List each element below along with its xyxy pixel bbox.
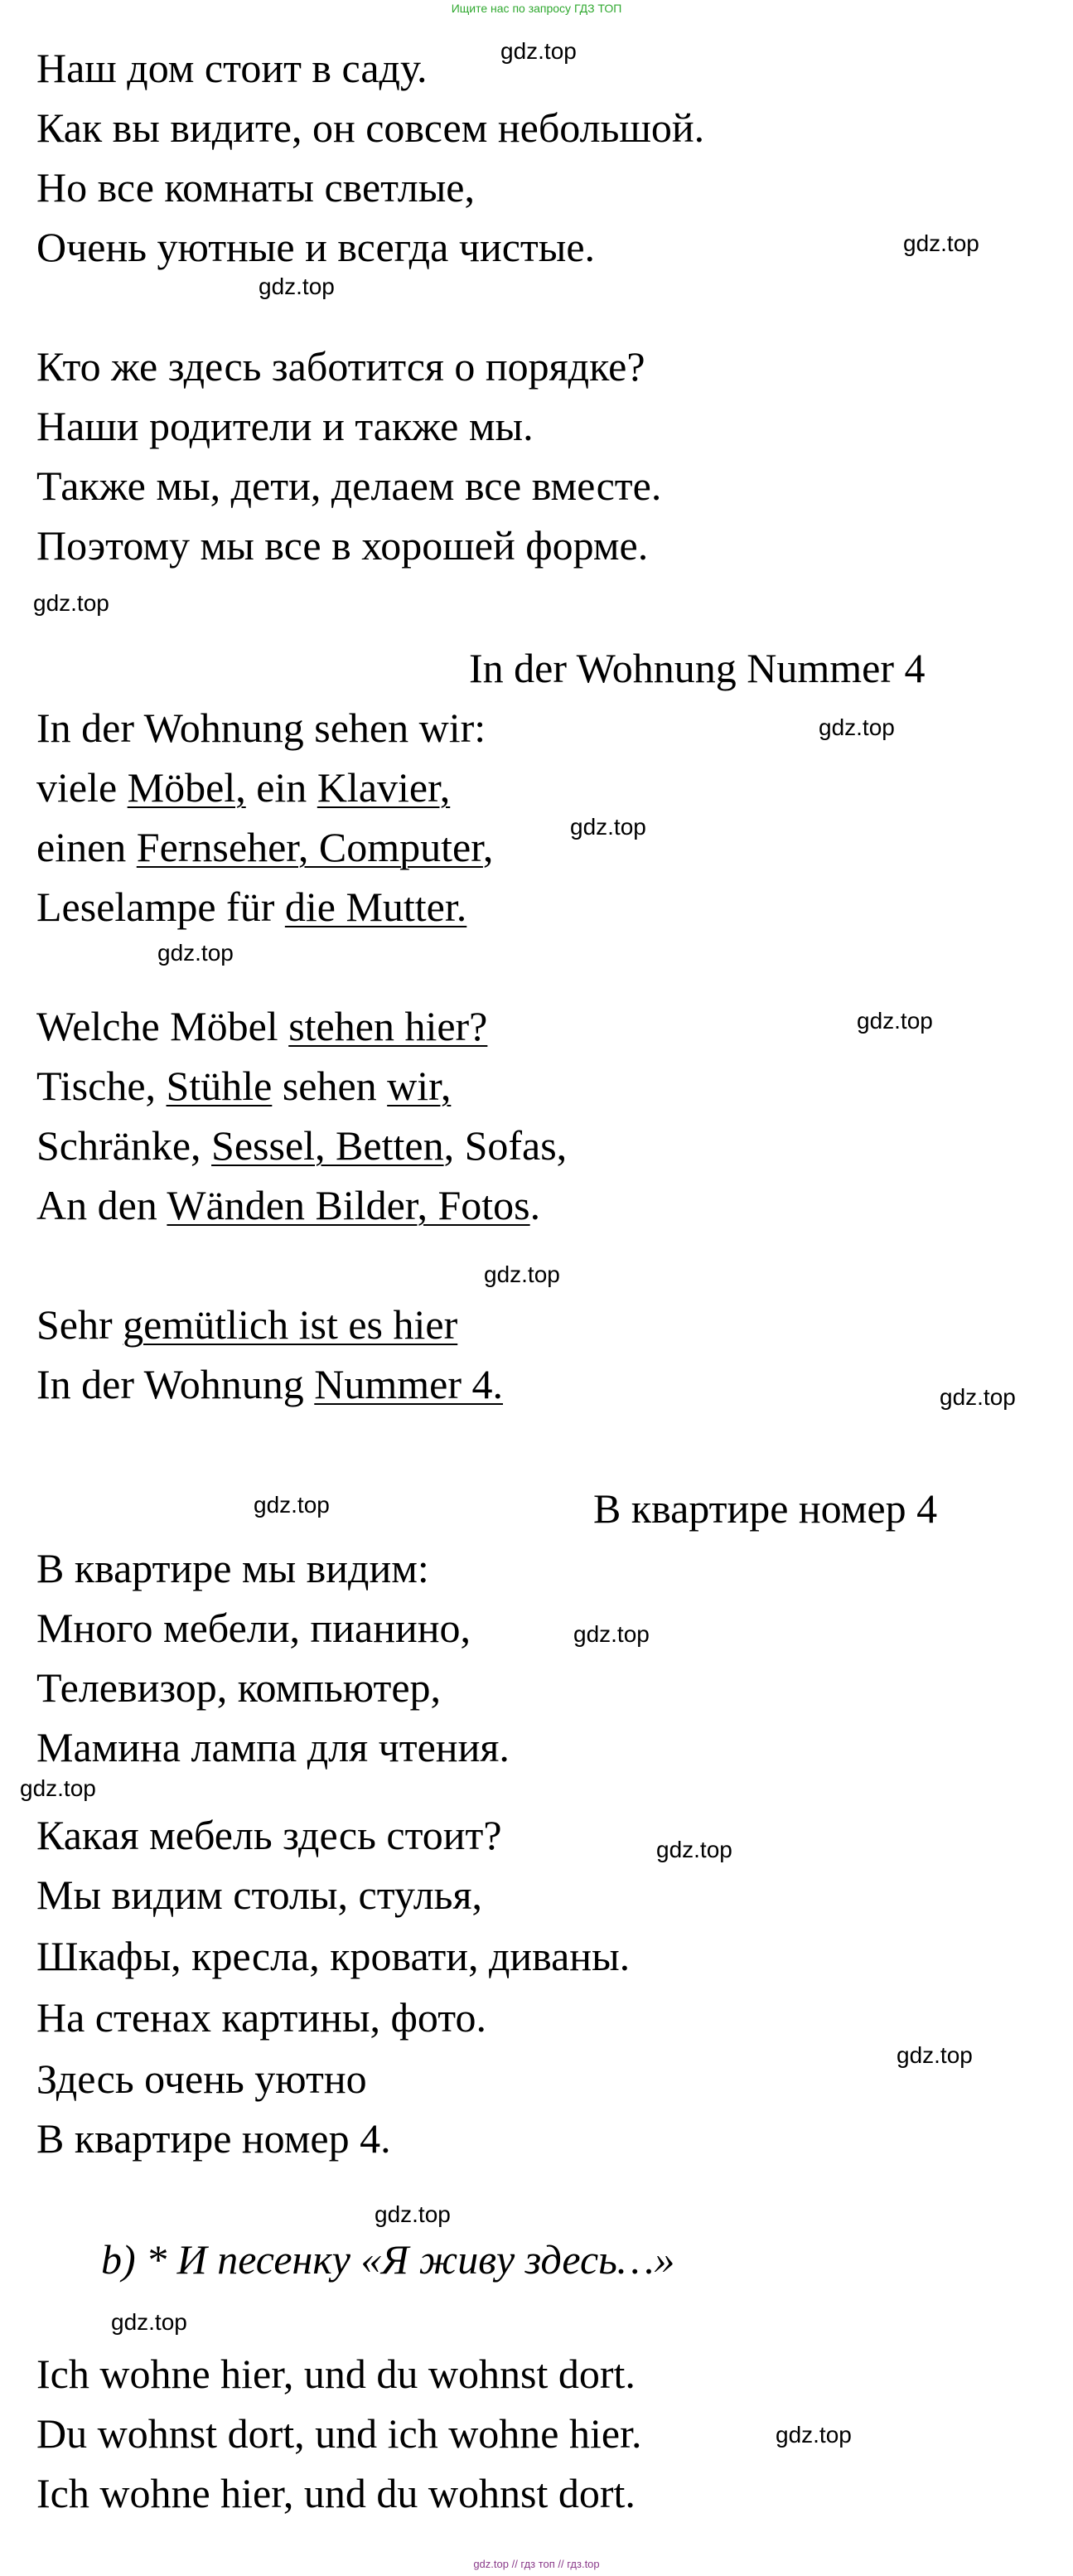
poem-ru-line-1: В квартире мы видим:: [36, 1545, 429, 1591]
watermark: gdz.top: [157, 940, 234, 966]
stanza2-line-4: Поэтому мы все в хорошей форме.: [36, 522, 649, 569]
stanza2-line-2: Наши родители и также мы.: [36, 403, 534, 449]
poem-de-line-7: Schränke, Sessel, Betten, Sofas,: [36, 1122, 568, 1169]
poem-ru-line-2: Много мебели, пианино,: [36, 1605, 471, 1651]
watermark: gdz.top: [259, 274, 335, 299]
poem-de-line-8: An den Wänden Bilder, Fotos.: [36, 1182, 541, 1228]
poem-ru-line-10: В квартире номер 4.: [36, 2115, 391, 2162]
stanza1-line-4: Очень уютные и всегда чистые.: [36, 224, 596, 270]
top-banner: Ищите нас по запросу ГДЗ ТОП: [451, 2, 622, 15]
watermark: gdz.top: [254, 1492, 330, 1518]
poem-ru-line-9: Здесь очень уютно: [36, 2055, 367, 2102]
poem-ru-line-8: На стенах картины, фото.: [36, 1994, 486, 2041]
watermark: gdz.top: [903, 230, 979, 256]
watermark: gdz.top: [573, 1621, 650, 1647]
stanza1-line-2: Как вы видите, он совсем небольшой.: [36, 104, 705, 151]
stanza2-line-1: Кто же здесь заботится о порядке?: [36, 343, 645, 390]
watermark: gdz.top: [375, 2201, 451, 2227]
watermark: gdz.top: [570, 814, 646, 840]
poem-ru-line-5: Какая мебель здесь стоит?: [36, 1812, 502, 1858]
stanza2-line-3: Также мы, дети, делаем все вместе.: [36, 462, 662, 509]
song-line-2: Du wohnst dort, und ich wohne hier.: [36, 2410, 642, 2457]
watermark: gdz.top: [33, 590, 109, 616]
song-line-3: Ich wohne hier, und du wohnst dort.: [36, 2470, 636, 2516]
poem-ru-line-3: Телевизор, компьютер,: [36, 1664, 442, 1711]
watermark: gdz.top: [20, 1775, 96, 1801]
poem-ru-line-6: Мы видим столы, стулья,: [36, 1871, 482, 1918]
poem-de-line-6: Tische, Stühle sehen wir,: [36, 1063, 452, 1109]
footer: gdz.top // гдз топ // гдз.top: [473, 2558, 600, 2570]
watermark: gdz.top: [857, 1008, 933, 1034]
watermark: gdz.top: [940, 1384, 1016, 1410]
song-line-1: Ich wohne hier, und du wohnst dort.: [36, 2351, 636, 2397]
poem-ru-line-4: Мамина лампа для чтения.: [36, 1724, 510, 1770]
poem-de-line-5: Welche Möbel stehen hier?: [36, 1003, 488, 1049]
poem-de-line-2: viele Möbel, ein Klavier,: [36, 764, 451, 811]
poem-de-line-10: In der Wohnung Nummer 4.: [36, 1361, 504, 1407]
poem-de-title: In der Wohnung Nummer 4: [469, 645, 926, 691]
stanza1-line-3: Но все комнаты светлые,: [36, 164, 476, 211]
task-b-heading: b) * И песенку «Я живу здесь…»: [101, 2236, 675, 2283]
watermark: gdz.top: [484, 1261, 560, 1287]
poem-ru-line-7: Шкафы, кресла, кровати, диваны.: [36, 1933, 631, 1979]
watermark: gdz.top: [897, 2042, 973, 2068]
stanza1-line-1: Наш дом стоит в саду.: [36, 45, 428, 91]
watermark: gdz.top: [656, 1837, 732, 1862]
watermark: gdz.top: [819, 714, 895, 740]
watermark: gdz.top: [500, 38, 577, 64]
poem-de-line-4: Leselampe für die Mutter.: [36, 884, 467, 930]
watermark: gdz.top: [111, 2309, 187, 2335]
poem-de-line-3: einen Fernseher, Computer,: [36, 824, 494, 870]
poem-de-line-9: Sehr gemütlich ist es hier: [36, 1301, 458, 1348]
watermark: gdz.top: [776, 2422, 852, 2448]
poem-ru-title: В квартире номер 4: [593, 1485, 938, 1532]
poem-de-line-1: In der Wohnung sehen wir:: [36, 705, 486, 751]
